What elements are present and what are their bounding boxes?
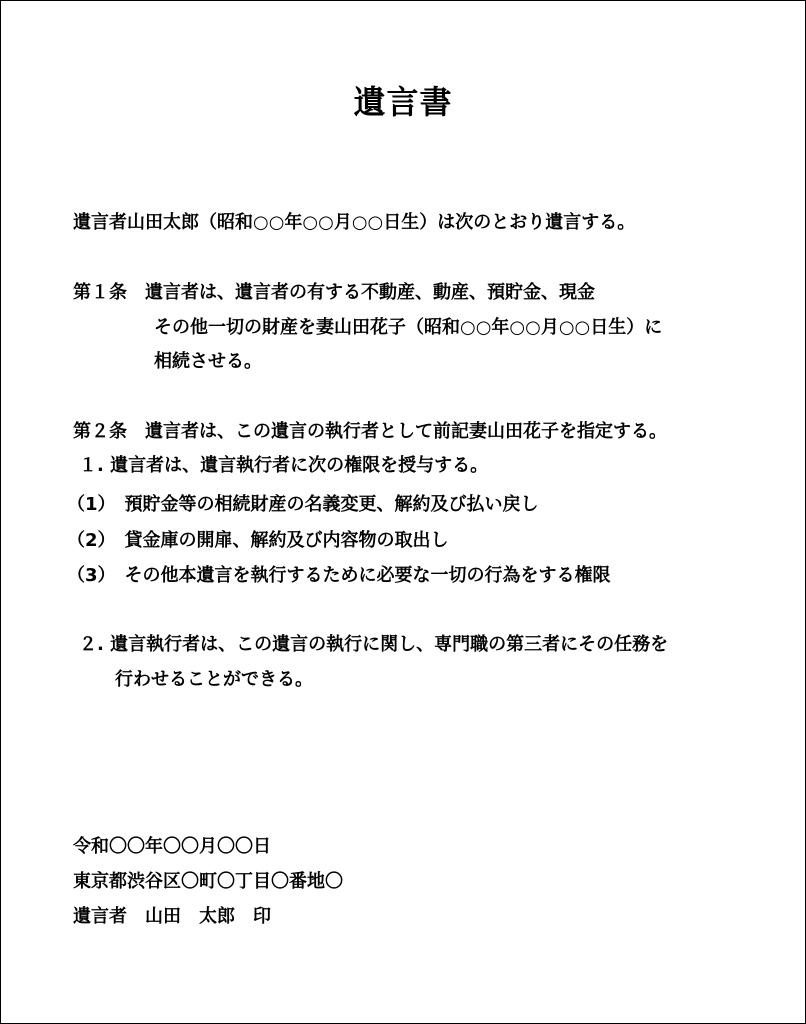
article2-line1: 第２条 遺言者は、この遺言の執行者として前記妻山田花子を指定する。: [73, 421, 667, 442]
footer-date: 令和〇〇年〇〇月〇〇日: [73, 836, 271, 857]
article1-line3: 相続させる。: [154, 351, 262, 372]
article2-item2-line1: ２. 遺言執行者は、この遺言の執行に関し、専門職の第三者にその任務を: [79, 634, 669, 655]
footer-signature: 遺言者 山田 太郎 印: [73, 906, 271, 927]
article2-sub2: （2） 貸金庫の開扉、解約及び内容物の取出し: [67, 530, 449, 551]
article2-item1: １. 遺言者は、遺言執行者に次の権限を授与する。: [79, 455, 489, 476]
article2-item2-line2: 行わせることができる。: [115, 669, 313, 690]
intro-statement: 遺言者山田太郎（昭和○○年○○月○○日生）は次のとおり遺言する。: [73, 212, 636, 233]
footer-address: 東京都渋谷区〇町〇丁目〇番地〇: [73, 871, 343, 892]
article2-sub3: （3） その他本遺言を執行するために必要な一切の行為をする権限: [67, 565, 611, 586]
article1-line2: その他一切の財産を妻山田花子（昭和○○年○○月○○日生）に: [154, 317, 663, 338]
article1-line1: 第１条 遺言者は、遺言者の有する不動産、動産、預貯金、現金: [73, 282, 595, 303]
article2-sub1: （1） 預貯金等の相続財産の名義変更、解約及び払い戻し: [67, 494, 539, 515]
document-title: 遺言書: [353, 83, 453, 121]
